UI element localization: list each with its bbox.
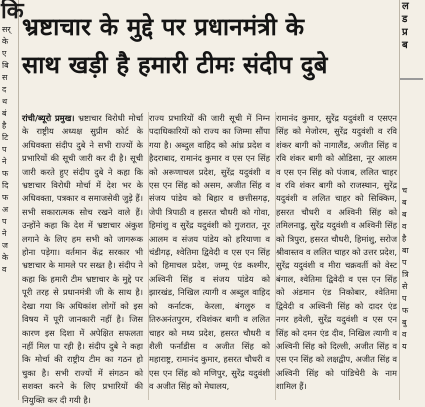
right-strip-fragment: ब [402,198,407,207]
left-strip-fragments [0,24,18,276]
article-body [22,112,398,405]
article-column-3: रामानंद कुमार, सुरेंद्र यदुवंशी व एसएन सिंह को मेजोरम, सुरेंद्र यदुवंशी व रवि शंकर बागी को नागालैंड, अजीत सिंह व रवि शंकर बागी को ओडिसा, नूर आलम व एस एन सिंह को पंजाब, ललित चाहर व रवि शंकर बागी को राजस्थान, सुरेंद्र यदुवंशी व ललित चाहर को सिक्किम, हसरत चौधरी व अश्विनी सिंह को तमिलनाडु, सुरेंद्र यदुवंशी व अश्विनी सिंह को त्रिपुरा, हसरत चौधरी, हिमांशु, सरोज श्रीवास्तव व ललित चाहर को उत्तर प्रदेश, सुरेंद्र यदुवंशी व मीरा चक्रवर्ती को वेस्ट बंगाल, श्वेतिमा द्विवेदी व एस एन सिंह को अंडमान एंड निकोबार, श्वेतिमा द्विवेदी व अश्विनी सिंह को दादर एंड नगर हवेली, सुरेंद्र यदुवंशी व एस एन सिंह को दमन एंड दीव, निखिल त्यागी व अश्विनी सिंह को दिल्ली, अजीत सिंह व एस एन सिंह को लक्षद्वीप, अजीत सिंह व अश्विनी सिंह को पांडिचेरी के नाम शामिल हैं। [276,113,397,392]
headline-line-1: भ्रष्टाचार के मुद्दे पर प्रधानमंत्री के [22,12,305,41]
right-strip-fragment: च [402,186,408,195]
right-strip-fragment: ब [402,210,407,219]
right-strip-fragment: बा [402,246,409,255]
left-strip-fragment: प [2,217,7,226]
left-strip-fragment: प [2,145,7,154]
article-column-2: राज्य प्रभारियों की जारी सूची में निम्न पदाधिकारियों को राज्य का जिम्मा सौंपा गया है। अब्दुल वाहिद को आंध्र प्रदेश व हैदराबाद, रामानंद कुमार व एस एन सिंह को अरूणाचल प्रदेश, सुरेंद्र यदुवंशी व एस एन सिंह को असम, अजीत सिंह व संजय पांडेय को बिहार व छत्तीसगढ़, जेपी त्रिपाठी व हसरत चौधरी को गोवा, हिमांशु व सुरेंद्र यदुवंशी को गुजरात, नूर आलम व संजय पांडेय को हरियाणा व चंडीगढ़, श्वेतिमा द्विवेदी व एस एन सिंह को हिमाचल प्रदेश, जम्मू एंड कश्मीर, अश्विनी सिंह व संजय पांडेय को झारखंड, निखिल त्यागी व अब्दुल वाहिद को कर्नाटक, केरला, बंगलुरु व तिरुअनंतपुरम, रविशंकर बागी व ललित चाहर को मध्य प्रदेश, हसरत चौधरी व शैली फर्नांडीस व अजीत सिंह को महाराष्ट्र, रामानंद कुमार, हसरत चौधरी व एस एन सिंह को मणिपुर, सुरेंद्र यदुवंशी व अजीत सिंह को मेघालय, [149,113,270,392]
left-strip-fragment: टि [2,133,9,142]
right-strip-fragment: बु [402,318,407,327]
right-strip-heading-fragment: ब [402,40,408,51]
right-strip-fragment: प [402,294,407,303]
right-strip-fragment: है [402,234,407,243]
right-strip-fragments [400,185,425,353]
right-strip-divider [400,78,423,80]
right-strip-fragment: व [402,330,407,339]
left-strip-fragment: है [2,121,7,130]
adjacent-article-right [399,0,423,400]
column-rule [275,112,276,400]
right-strip-fragment: य [402,342,407,351]
right-strip-fragment: व [402,222,407,231]
right-strip-heading-fragments [400,0,423,52]
left-strip-fragment: के [2,253,9,262]
right-strip-fragment: फ [402,306,409,315]
left-strip-fragment: ने [2,157,7,166]
left-strip-fragment: ज [2,241,8,250]
left-strip-fragment: फ [2,169,9,178]
right-strip-heading-fragment: ड [402,14,408,25]
left-strip-fragment: ने [2,229,7,238]
left-strip-fragment: बि [2,61,9,70]
article-column-1-text: भ्रष्टाचार विरोधी मोर्चा के राष्ट्रीय अध्यक्ष सुप्रीम कोर्ट के अधिवक्ता संदीप दुबे ने सभी राज्यों के प्रभारियों की सूची जारी कर दी है। सूची जारी करते हुए संदीप दुबे ने कहा कि भ्रष्टाचार विरोधी मोर्चा में देश भर के अधिवक्ता, पत्रकार व समाजसेवी जुड़े हैं। सभी सकारात्मक सोच रखने वाले हैं। उन्होंने कहा कि देश में भ्रष्टाचार अंकुश लगाने के लिए हम सभी को जागरूक होना पड़ेगा। वर्तमान केंद्र सरकार भी भ्रष्टाचार के मामले पर सख्त है। संदीप ने कहा कि हमारी टीम भ्रष्टाचार के मुद्दे पर पूरी तरह से प्रधानमंत्री जी के साथ है। देखा गया कि अधिकांश लोगों को इस विषय में पूरी जानकारी नहीं है। जिस कारण इस दिशा में अपेक्षित सफलता नहीं मिल पा रही है। संदीप दुबे ने कहा कि मोर्चा की राष्ट्रीय टीम का गठन हो चुका है। सभी राज्यों में संगठन को सशक्त करने के लिए प्रभारियों की नियुक्ति कर दी गयी है। [22,113,143,405]
left-strip-fragment: बं [2,109,7,118]
left-strip-fragment: फ [2,193,9,202]
right-strip-heading-fragment: ल [402,1,409,12]
headline-line-2: साथ खड़ी है हमारी टीमः संदीप दुबे [22,50,328,79]
left-strip-fragment: दि [2,181,9,190]
left-strip-fragment: स [2,73,8,82]
right-strip-fragment: त्रि [402,270,409,279]
article-column-1 [22,112,143,405]
adjacent-article-left [0,0,24,400]
right-strip-fragment: प [402,258,407,267]
left-strip-fragment: ए [2,49,7,58]
left-strip-fragment: अ [2,205,9,214]
column-rule [148,112,149,400]
headline [22,8,396,84]
left-strip-fragment-big: कि [1,0,24,24]
left-strip-fragment: सर् [2,25,11,34]
right-strip-heading-fragment: प्र [402,27,408,38]
left-strip-fragment: द [2,85,7,94]
right-strip-fragment: से [402,282,408,291]
dateline: रांची/ब्यूरो प्रमुख। [22,113,75,123]
left-strip-fragment: थ [2,97,8,106]
left-strip-fragment: के [2,37,9,46]
left-strip-fragment: व [2,265,7,274]
